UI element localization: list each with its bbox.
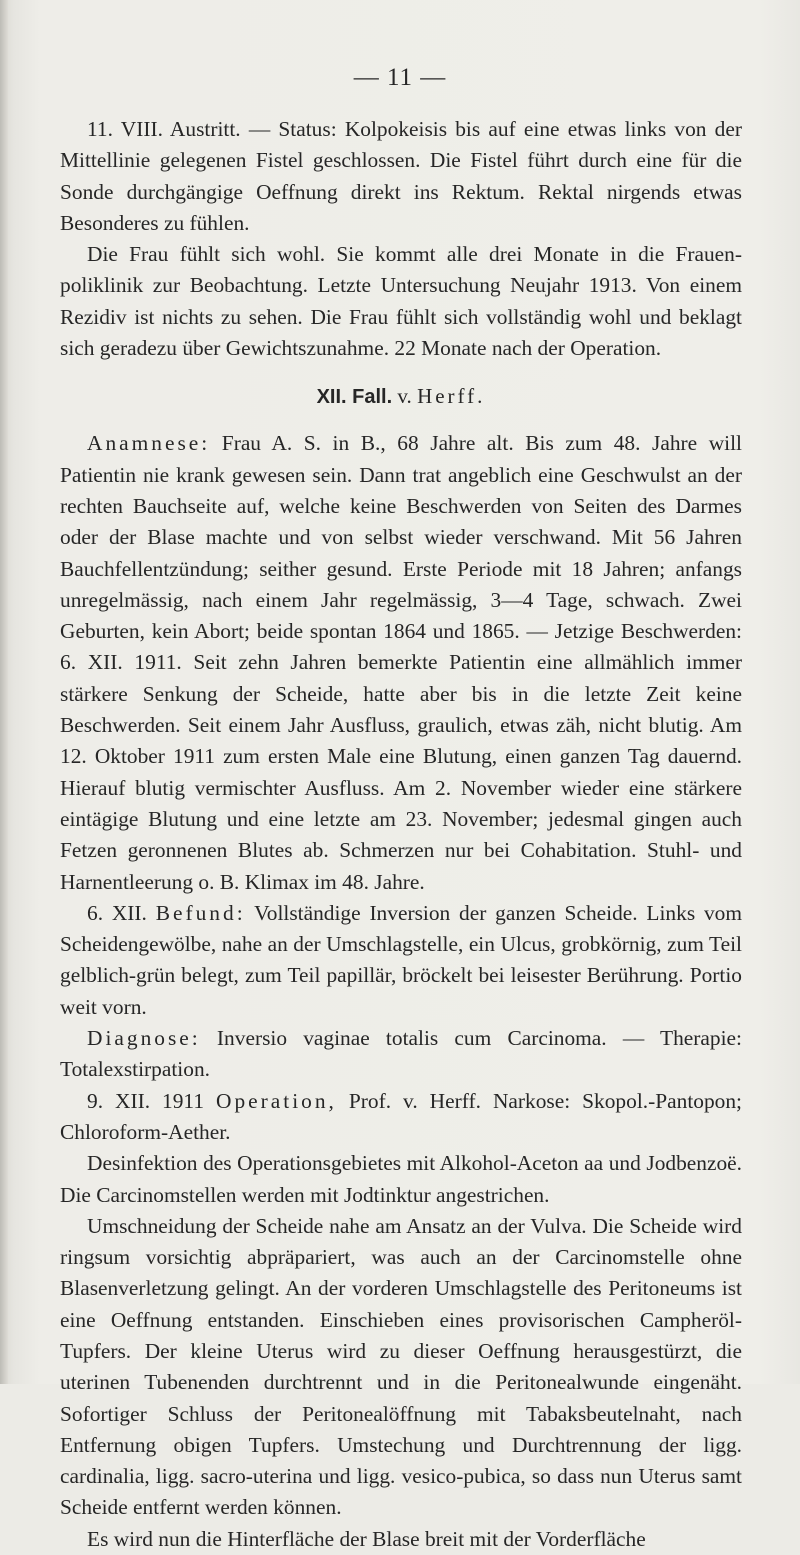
paragraph-diagnose: [60, 1023, 742, 1086]
page-body: [60, 114, 742, 1555]
page-number: — 11 —: [353, 64, 447, 91]
case-heading-author: Herff.: [417, 384, 486, 409]
paragraph-anamnese: [60, 428, 742, 897]
paragraph-followup: Die Frau fühlt sich wohl. Sie kommt alle drei Monate in die Frauen-poliklinik zur Beobachtung. Letzte Untersuchung Neujahr 1913. Von einem Rezidiv ist nichts zu sehen. Die Frau fühlt sich vollständig wohl und beklagt sich geradezu über Gewichtszunahme. 22 Monate nach der Operation.: [60, 242, 742, 361]
befund-label: Befund:: [155, 900, 246, 925]
diagnose-text: Inversio vaginae totalis cum Carcinoma. — Therapie: Totalexstirpation.: [60, 1026, 742, 1082]
paragraph-last: Es wird nun die Hinterfläche der Blase breit mit der Vorderfläche: [87, 1526, 646, 1551]
paragraph-status: 11. VIII. Austritt. — Status: Kolpokeisis bis auf eine etwas links von der Mittellinie gelegenen Fistel geschlossen. Die Fistel führt durch eine für die Sonde durchgängige Oeffnung direkt ins Rektum. Rektal nirgends etwas Besonderes zu fühlen.: [60, 117, 742, 235]
case-heading-author-prefix: v.: [397, 384, 412, 409]
operation-text: Prof. v. Herff. Narkose: Skopol.-Pantopon; Chloroform-Aether.: [60, 1088, 742, 1144]
paragraph-desinfektion: Desinfektion des Operationsgebietes mit Alkohol-Aceton aa und Jodbenzoë. Die Carcinomstellen werden mit Jodtinktur angestrichen.: [60, 1151, 742, 1207]
operation-date: 9. XII. 1911: [87, 1088, 217, 1113]
befund-text: Vollständige Inversion der ganzen Scheide. Links vom Scheidengewölbe, nahe an der Umschlagstelle, ein Ulcus, grobkörnig, zum Teil gelblich-grün belegt, zum Teil papillär, bröckelt bei leisester Berührung. Portio weit vorn.: [60, 900, 742, 1019]
paragraph-umschneidung: Umschneidung der Scheide nahe am Ansatz an der Vulva. Die Scheide wird ringsum vorsichtig abpräpariert, was auch an der Carcinomstelle ohne Blasenverletzung gelingt. An der vorderen Umschlagstelle des Peritoneums ist eine Oeffnung entstanden. Einschieben eines provisorischen Campheröl-Tupfers. Der kleine Uterus wird zu dieser Oeffnung herausgestürzt, die uterinen Tubenenden durchtrennt und in die Peritonealwunde eingenäht. Sofortiger Schluss der Peritonealöffnung mit Tabaksbeutelnaht, nach Entfernung obigen Tupfers. Umstechung und Durchtrennung der ligg. cardinalia, ligg. sacro-uterina und ligg. vesico-pubica, so dass nun Uterus samt Scheide entfernt werden können.: [60, 1213, 742, 1520]
anamnese-label: Anamnese:: [87, 431, 211, 456]
case-heading-label: XII. Fall.: [316, 386, 393, 409]
diagnose-label: Diagnose:: [87, 1026, 201, 1051]
befund-date: 6. XII.: [87, 900, 156, 925]
paragraph-operation: [60, 1086, 742, 1149]
paragraph-befund: [60, 898, 742, 1023]
operation-label: Operation,: [216, 1088, 337, 1113]
case-heading: [60, 382, 742, 411]
anamnese-text: Frau A. S. in B., 68 Jahre alt. Bis zum 48. Jahre will Patientin nie krank gewesen sein. Dann trat angeblich eine Geschwulst an der rechten Bauchseite auf, welche keine Beschwerden von Seiten des Darmes oder der Blase machte und von selbst wieder verschwand. Mit 56 Jahren Bauchfellentzündung; seither gesund. Erste Periode mit 18 Jahren; anfangs unregelmässig, nach einem Jahr regelmässig, 3—4 Tage, schwach. Zwei Geburten, kein Abort; beide spontan 1864 und 1865. — Jetzige Beschwerden: 6. XII. 1911. Seit zehn Jahren bemerkte Patientin eine allmählich immer stärkere Senkung der Scheide, hatte aber bis in die letzte Zeit keine Beschwerden. Seit einem Jahr Ausfluss, graulich, etwas zäh, nicht blutig. Am 12. Oktober 1911 zum ersten Male eine Blutung, einen ganzen Tag dauernd. Hierauf blutig vermischter Ausfluss. Am 2. November wieder eine stärkere eintägige Blutung und eine letzte am 23. November; jedesmal gingen auch Fetzen geronnenen Blutes ab. Schmerzen nur bei Cohabitation. Stuhl- und Harnentleerung o. B. Klimax im 48. Jahre.: [60, 431, 742, 894]
page-edge-shadow: [0, 0, 8, 1384]
